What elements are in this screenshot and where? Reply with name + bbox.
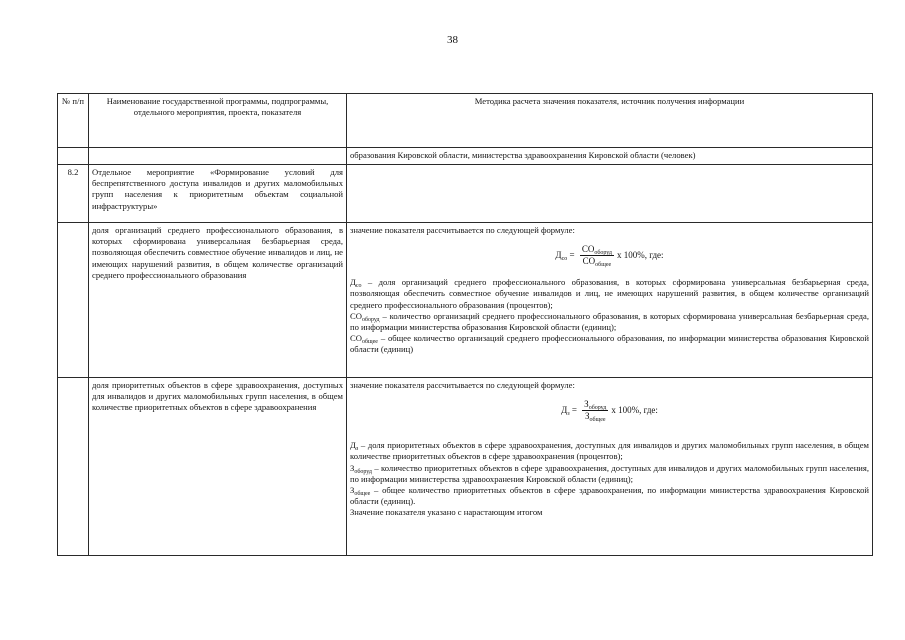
continuation-name [89,148,347,165]
indicator-1-name: доля организаций среднего профессионального образования, в которых сформирована универсальная безбарьерная среда, позволяющая обеспечить совместное обучение инвалидов и лиц, не имеющих нарушений развития, в общем количестве организаций среднего профессионального образования [89,223,347,378]
formula-2-lhs: $Д_з$ [561,405,570,418]
indicator-2-def-3: $З_{общее}$ – общее количество приоритетных объектов в сфере здравоохранения, по информации министерства здравоохранения Кировской области (единиц). [350,485,869,507]
header-num: № п/п [58,94,89,148]
formula-1-fraction: $\frac{СО_{оборуд}}{СО_{общее}}$ [581,244,612,269]
formula-2-tail: х 100%, где: [611,405,658,416]
indicator-1-intro: значение показателя рассчитывается по следующей формуле: [350,225,575,235]
event-row [58,165,873,223]
indicator-1-formula [350,244,869,267]
indicator-1-def-1: $Д_{со}$ – доля организаций среднего профессионального образования, в которых сформирована универсальная безбарьерная среда, позволяющая обеспечить совместное обучение инвалидов и лиц, не имеющих нарушений развития, в общем количестве организаций среднего профессионального образования (процентов); [350,277,869,310]
indicator-1-def-2: $СО_{оборуд}$ – количество организаций среднего профессионального образования, в которых сформирована универсальная безбарьерная среда, по информации министерства образования Кировской области (единиц); [350,310,869,333]
indicator-2-method [347,378,873,556]
event-method [347,165,873,223]
indicator-2-intro: значение показателя рассчитывается по следующей формуле: [350,380,575,390]
indicator-2-def-1: $Д_з$ – доля приоритетных объектов в сфере здравоохранения, доступных для инвалидов и других маломобильных групп населения, в общем количестве приоритетных объектов в сфере здравоохранения (процентов); [350,440,869,462]
header-method: Методика расчета значения показателя, источник получения информации [347,94,873,148]
continuation-row [58,148,873,165]
indicator-2-formula [350,399,869,422]
indicator-2-note: Значение показателя указано с нарастающим итогом [350,507,543,518]
continuation-num [58,148,89,165]
formula-2-fraction: $\frac{З_{оборуд}}{З_{общее}}$ [584,399,607,424]
indicator-row-1 [58,223,873,378]
formula-2-equals: = [569,405,580,416]
event-num: 8.2 [58,165,89,223]
page-number: 38 [447,34,458,46]
methodology-table [57,93,873,556]
indicator-1-num [58,223,89,378]
indicator-1-method [347,223,873,378]
event-name: Отдельное мероприятие «Формирование условий для беспрепятственного доступа инвалидов и других маломобильных групп населения к приоритетным объектам социальной инфраструктуры» [89,165,347,223]
indicator-2-num [58,378,89,556]
indicator-2-def-2: $З_{оборуд}$ – количество приоритетных объектов в сфере здравоохранения, доступных для инвалидов и других маломобильных групп населения, по информации министерства здравоохранения Кировской области (единиц); [350,462,869,484]
indicator-1-def-3: $СО_{общее}$ – общее количество организаций среднего профессионального образования, по информации министерства образования Кировской области (единиц) [350,333,869,355]
header-name: Наименование государственной программы, подпрограммы, отдельного мероприятия, проекта, показателя [89,94,347,148]
formula-1-lhs: $Д_{со}$ [555,250,568,263]
formula-1-equals: = [567,250,577,261]
header-row [58,94,873,148]
continuation-method: образования Кировской области, министерства здравоохранения Кировской области (человек) [347,148,873,165]
indicator-2-name: доля приоритетных объектов в сфере здравоохранения, доступных для инвалидов и других маломобильных групп населения, в общем количестве приоритетных объектов в сфере здравоохранения [89,378,347,556]
formula-1-tail: х 100%, где: [616,250,664,261]
indicator-row-2 [58,378,873,556]
